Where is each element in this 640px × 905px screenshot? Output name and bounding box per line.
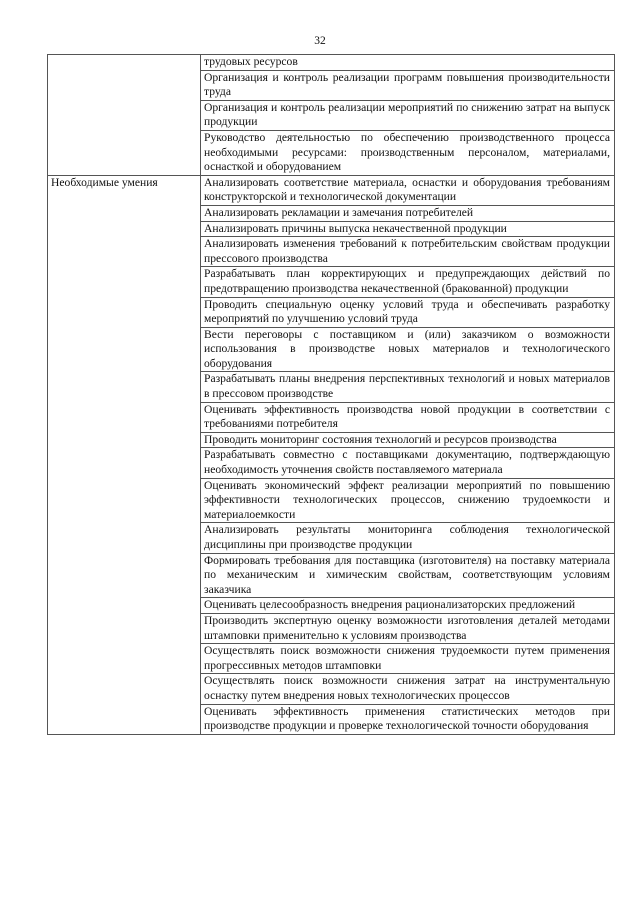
page-number: 32 bbox=[314, 35, 326, 47]
skills-section-label-cell bbox=[48, 175, 201, 734]
skill-item: Анализировать причины выпуска некачественной продукции bbox=[201, 221, 615, 237]
skill-item: Разрабатывать планы внедрения перспективных технологий и новых материалов в прессовом производстве bbox=[201, 372, 615, 402]
skill-item: Разрабатывать план корректирующих и предупреждающих действий по предотвращению производства некачественной (бракованной) продукции bbox=[201, 267, 615, 297]
skill-item: Проводить специальную оценку условий труда и обеспечивать разработку мероприятий по улучшению условий труда bbox=[201, 297, 615, 327]
skill-item: Оценивать эффективность производства новой продукции в соответствии с требованиями потребителя bbox=[201, 402, 615, 432]
skill-item: Оценивать эффективность применения статистических методов при производстве продукции и проверке технологической точности оборудования bbox=[201, 704, 615, 734]
skill-item: Оценивать экономический эффект реализации мероприятий по повышению эффективности технологических процессов, снижению трудоемкости и материалоемкости bbox=[201, 478, 615, 523]
skill-item: Разрабатывать совместно с поставщиками документацию, подтверждающую необходимость уточнения свойств поставляемого материала bbox=[201, 448, 615, 478]
table-row bbox=[48, 175, 615, 205]
skill-item: Производить экспертную оценку возможности изготовления деталей методами штамповки применительно к условиям производства bbox=[201, 613, 615, 643]
skill-item: Проводить мониторинг состояния технологий и ресурсов производства bbox=[201, 432, 615, 448]
skill-item: Формировать требования для поставщика (изготовителя) на поставку материала по механическим и химическим свойствам, соответствующим условиям заказчика bbox=[201, 553, 615, 598]
continuation-section-label-cell bbox=[48, 55, 201, 176]
skill-item: Осуществлять поиск возможности снижения трудоемкости путем применения прогрессивных методов штамповки bbox=[201, 644, 615, 674]
table-body bbox=[48, 55, 615, 735]
table-row bbox=[48, 55, 615, 71]
skills-section-label: Необходимые умения bbox=[51, 175, 158, 189]
function-item: Руководство деятельностью по обеспечению производственного процесса необходимыми ресурсами: производственным персоналом, материалами, оснасткой и оборудованием bbox=[201, 130, 615, 175]
skill-item: Анализировать рекламации и замечания потребителей bbox=[201, 205, 615, 221]
function-item: трудовых ресурсов bbox=[201, 55, 615, 71]
skill-item: Анализировать результаты мониторинга соблюдения технологической дисциплины при производстве продукции bbox=[201, 523, 615, 553]
skill-item: Осуществлять поиск возможности снижения затрат на инструментальную оснастку путем внедрения новых технологических процессов bbox=[201, 674, 615, 704]
skill-item: Вести переговоры с поставщиком и (или) заказчиком о возможности использования в производстве новых материалов и технологического оборудования bbox=[201, 327, 615, 372]
function-item: Организация и контроль реализации программ повышения производительности труда bbox=[201, 70, 615, 100]
skill-item: Анализировать соответствие материала, оснастки и оборудования требованиям конструкторской и технологической документации bbox=[201, 175, 615, 205]
requirements-table bbox=[47, 54, 615, 735]
skill-item: Оценивать целесообразность внедрения рационализаторских предложений bbox=[201, 598, 615, 614]
skill-item: Анализировать изменения требований к потребительским свойствам продукции прессового производства bbox=[201, 237, 615, 267]
function-item: Организация и контроль реализации мероприятий по снижению затрат на выпуск продукции bbox=[201, 100, 615, 130]
